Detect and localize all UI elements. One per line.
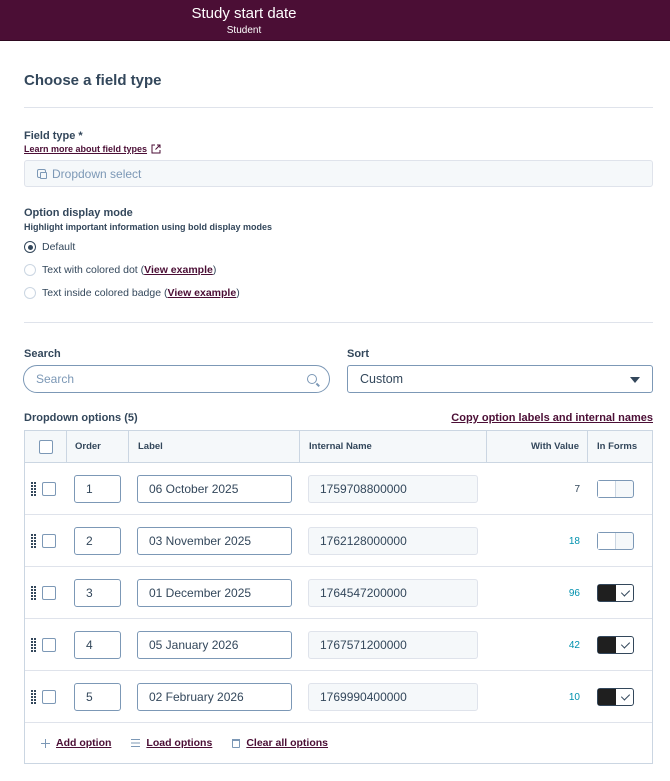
check-icon [621, 587, 630, 596]
drag-handle-icon[interactable] [31, 534, 37, 548]
display-mode-label: Option display mode [24, 207, 133, 219]
order-value: 3 [86, 586, 93, 600]
order-input[interactable] [74, 475, 121, 503]
label-input[interactable] [137, 527, 292, 555]
drag-handle-icon[interactable] [31, 638, 37, 652]
drag-handle[interactable] [31, 567, 37, 619]
divider [24, 107, 653, 108]
table-footer [25, 723, 652, 763]
field-type-value: Dropdown select [52, 166, 142, 181]
radio-label: Text inside colored badge (View example) [42, 287, 240, 299]
learn-more-text[interactable]: Learn more about field types [24, 144, 148, 154]
sort-label: Sort [347, 348, 369, 360]
order-value: 1 [86, 482, 93, 496]
list-icon [131, 739, 140, 747]
internal-name-field [308, 579, 478, 607]
load-options-button[interactable] [131, 737, 212, 749]
in-forms-toggle[interactable] [597, 532, 634, 550]
clear-options-label[interactable]: Clear all options [246, 737, 329, 749]
table-row [25, 463, 652, 515]
order-value: 2 [86, 534, 93, 548]
order-input[interactable] [74, 579, 121, 607]
header-subtitle: Student [226, 25, 262, 36]
add-option-button[interactable] [41, 737, 111, 749]
dropdown-icon [37, 169, 46, 178]
sort-select[interactable] [347, 365, 653, 393]
search-label: Search [24, 348, 61, 360]
header-label[interactable]: Label [129, 431, 300, 462]
header-order[interactable]: Order [67, 431, 129, 462]
internal-name-field [308, 527, 478, 555]
in-forms-toggle[interactable] [597, 636, 634, 654]
label-value: 06 October 2025 [149, 482, 239, 496]
external-link-icon [151, 144, 161, 154]
drag-handle-icon[interactable] [31, 482, 37, 496]
radio-button[interactable] [24, 287, 36, 299]
toggle-knob [598, 533, 616, 549]
radio-label: Default [42, 241, 76, 253]
drag-handle-icon[interactable] [31, 586, 37, 600]
internal-name-value: 1764547200000 [320, 586, 407, 600]
search-input[interactable] [23, 365, 330, 393]
table-row [25, 567, 652, 619]
label-value: 03 November 2025 [149, 534, 252, 548]
drag-handle[interactable] [31, 515, 37, 567]
toggle-knob [598, 689, 616, 705]
toggle-knob [598, 585, 616, 601]
with-value-count[interactable]: 42 [568, 639, 580, 651]
internal-name-value: 1767571200000 [320, 638, 407, 652]
label-value: 01 December 2025 [149, 586, 252, 600]
row-select-cell [42, 619, 56, 671]
field-type-label: Field type * [24, 130, 83, 142]
table-row [25, 515, 652, 567]
view-example-link[interactable]: View example [167, 287, 237, 299]
copy-labels-link[interactable]: Copy option labels and internal names [451, 412, 653, 424]
search-placeholder: Search [36, 372, 75, 386]
dropdown-options-title: Dropdown options (5) [24, 412, 138, 424]
search-icon [307, 374, 317, 384]
internal-name-field [308, 475, 478, 503]
header-internal-name[interactable]: Internal Name [300, 431, 487, 462]
row-checkbox[interactable] [42, 690, 56, 704]
drag-handle-icon[interactable] [31, 690, 37, 704]
radio-button[interactable] [24, 264, 36, 276]
order-input[interactable] [74, 527, 121, 555]
row-select-cell [42, 515, 56, 567]
internal-name-value: 1769990400000 [320, 690, 407, 704]
order-value: 5 [86, 690, 93, 704]
row-checkbox[interactable] [42, 534, 56, 548]
label-input[interactable] [137, 683, 292, 711]
with-value-count[interactable]: 10 [568, 691, 580, 703]
with-value-count[interactable]: 18 [568, 535, 580, 547]
internal-name-field [308, 683, 478, 711]
header-in-forms: In Forms [597, 441, 638, 452]
section-title: Choose a field type [24, 72, 162, 89]
plus-icon [41, 739, 50, 748]
table-row [25, 671, 652, 723]
header-with-value[interactable]: With Value [487, 431, 588, 462]
in-forms-toggle[interactable] [597, 584, 634, 602]
table-header [25, 431, 652, 463]
clear-options-button[interactable] [232, 737, 328, 749]
radio-colored-dot[interactable] [24, 264, 216, 276]
drag-handle[interactable] [31, 671, 37, 723]
table-row [25, 619, 652, 671]
label-value: 02 February 2026 [149, 690, 244, 704]
with-value-count[interactable]: 7 [574, 483, 580, 495]
options-table [24, 430, 653, 764]
order-input[interactable] [74, 683, 121, 711]
order-input[interactable] [74, 631, 121, 659]
label-input[interactable] [137, 475, 292, 503]
with-value-count[interactable]: 96 [568, 587, 580, 599]
label-input[interactable] [137, 631, 292, 659]
drag-handle[interactable] [31, 463, 37, 515]
display-mode-help: Highlight important information using bold display modes [24, 222, 272, 232]
view-example-link[interactable]: View example [144, 264, 213, 276]
label-value: 05 January 2026 [149, 638, 239, 652]
internal-name-value: 1759708800000 [320, 482, 407, 496]
row-checkbox[interactable] [42, 638, 56, 652]
radio-default[interactable] [24, 241, 75, 253]
row-checkbox[interactable] [42, 482, 56, 496]
radio-button[interactable] [24, 241, 36, 253]
header-title: Study start date [191, 5, 297, 22]
row-select-cell [42, 567, 56, 619]
toggle-knob [598, 481, 616, 497]
label-input[interactable] [137, 579, 292, 607]
header-bar [0, 0, 670, 41]
row-checkbox[interactable] [42, 586, 56, 600]
add-option-label[interactable]: Add option [56, 737, 112, 749]
sort-value: Custom [360, 372, 404, 386]
check-icon [621, 639, 630, 648]
radio-label: Text with colored dot (View example) [42, 264, 217, 276]
check-icon [621, 691, 630, 700]
header-select-cell [25, 431, 67, 462]
field-type-select [24, 160, 653, 187]
in-forms-toggle[interactable] [597, 480, 634, 498]
chevron-down-icon [630, 377, 640, 383]
internal-name-value: 1762128000000 [320, 534, 407, 548]
load-options-label[interactable]: Load options [146, 737, 213, 749]
row-select-cell [42, 463, 56, 515]
drag-handle[interactable] [31, 619, 37, 671]
internal-name-field [308, 631, 478, 659]
toggle-knob [598, 637, 616, 653]
in-forms-toggle[interactable] [597, 688, 634, 706]
divider [24, 322, 653, 323]
trash-icon [232, 739, 240, 748]
learn-more-link[interactable] [24, 144, 161, 154]
select-all-checkbox[interactable] [39, 440, 53, 454]
radio-colored-badge[interactable] [24, 287, 240, 299]
row-select-cell [42, 671, 56, 723]
order-value: 4 [86, 638, 93, 652]
